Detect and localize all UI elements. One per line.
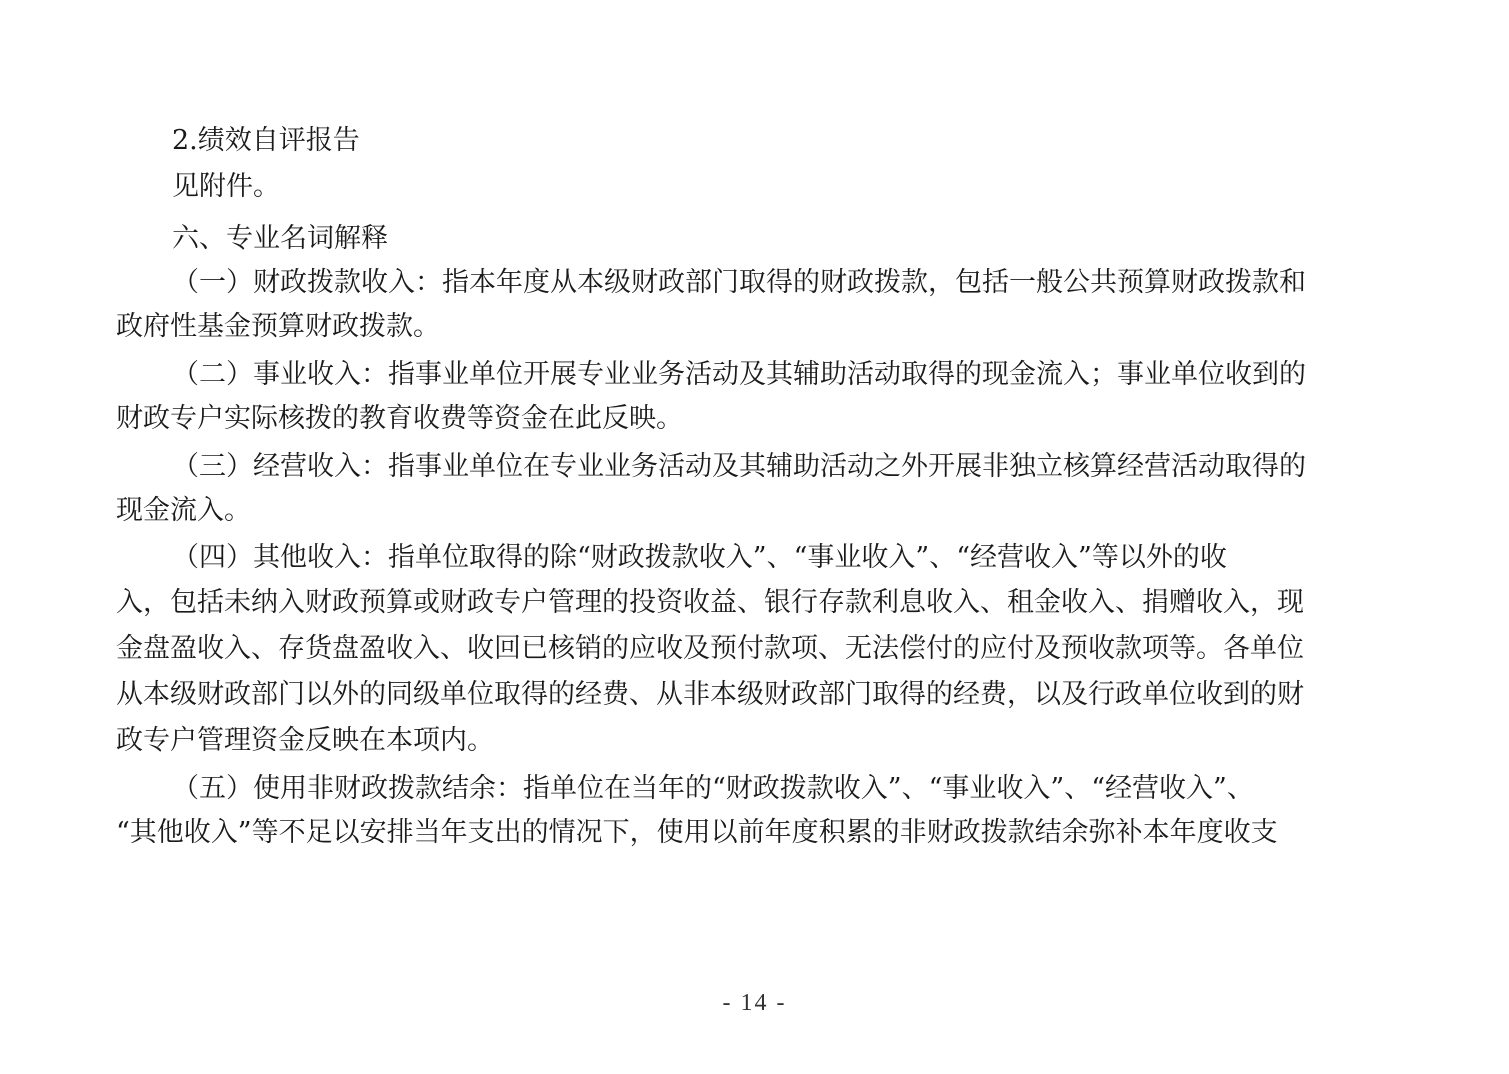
glossary-item-3-line-1: （三）经营收入：指事业单位在专业业务活动及其辅助活动之外开展非独立核算经营活动取得的 (172, 451, 1306, 482)
glossary-item-4-line-3: 金盘盈收入、存货盘盈收入、收回已核销的应收及预付款项、无法偿付的应付及预收款项等。各单位 (116, 633, 1304, 664)
glossary-item-1-line-1: （一）财政拨款收入：指本年度从本级财政部门取得的财政拨款，包括一般公共预算财政拨款和 (172, 267, 1306, 298)
glossary-item-4-line-2: 入，包括未纳入财政预算或财政专户管理的投资收益、银行存款利息收入、租金收入、捐赠收入，现 (116, 587, 1304, 618)
glossary-item-2-line-2: 财政专户实际核拨的教育收费等资金在此反映。 (116, 403, 683, 434)
glossary-item-5-line-1: （五）使用非财政拨款结余：指单位在当年的“财政拨款收入”、“事业收入”、“经营收入”、 (172, 773, 1254, 804)
glossary-item-4-line-1: （四）其他收入：指单位取得的除“财政拨款收入”、“事业收入”、“经营收入”等以外的收 (172, 542, 1227, 573)
glossary-item-3-line-2: 现金流入。 (116, 495, 251, 526)
section-heading-glossary: 六、专业名词解释 (172, 223, 388, 254)
glossary-item-4-line-4: 从本级财政部门以外的同级单位取得的经费、从非本级财政部门取得的经费，以及行政单位收到的财 (116, 679, 1304, 710)
glossary-item-5-line-2: “其他收入”等不足以安排当年支出的情况下，使用以前年度积累的非财政拨款结余弥补本年度收支 (116, 817, 1278, 848)
paragraph-see-attachment: 见附件。 (172, 171, 280, 202)
glossary-item-4-line-5: 政专户管理资金反映在本项内。 (116, 725, 494, 756)
glossary-item-1-line-2: 政府性基金预算财政拨款。 (116, 311, 440, 342)
page-number: - 14 - (722, 990, 787, 1016)
glossary-item-2-line-1: （二）事业收入：指事业单位开展专业业务活动及其辅助活动取得的现金流入；事业单位收到的 (172, 359, 1306, 390)
section-heading-performance-report: 2.绩效自评报告 (172, 125, 360, 156)
